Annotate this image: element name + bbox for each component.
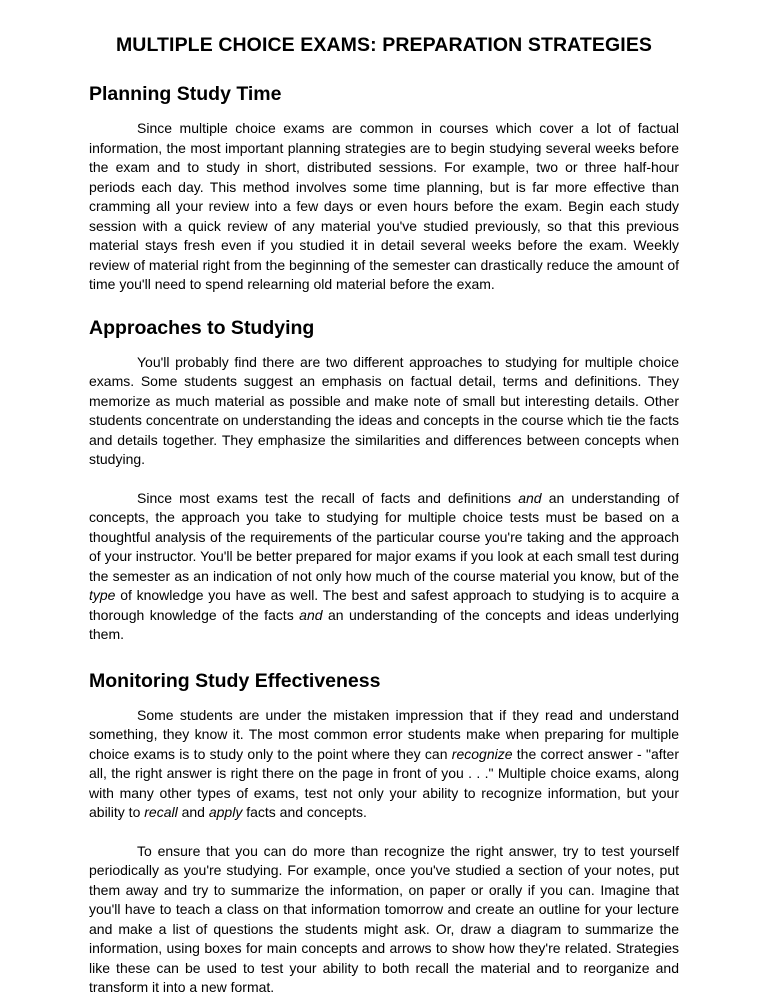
- document-title: MULTIPLE CHOICE EXAMS: PREPARATION STRATEGIES: [115, 34, 653, 56]
- text-run: an understanding of concepts, the approach you take to studying for multiple choice tests must be based on a thoughtful analysis of the requirements of the particular course you're taking and the approach of your instructor. You'll be better prepared for major exams if you look at each small test during the semester as an indication of not only how much of the course material you know, but of the: [89, 489, 679, 584]
- document-page: [89, 30, 679, 998]
- text-run: To ensure that you can do more than recognize the right answer, try to test yourself periodically as you're studying. For example, once you've studied a section of your notes, put them away and try to summarize the information, on paper or orally if you can. Imagine that you'll have to teach a class on that information tomorrow and create an outline for your lecture and make a list of questions the students might ask. Or, draw a diagram to summarize the information, using boxes for main concepts and arrows to show how they're related. Strategies like these can be used to test your ability to both recall the material and to reorganize and transform it into a new format.: [89, 842, 679, 995]
- text-run: You'll probably find there are two different approaches to studying for multiple choice exams. Some students suggest an emphasis on factual detail, terms and definitions. They memorize as much material as possible and make note of small but interesting details. Other students concentrate on understanding the ideas and concepts in the course which tie the facts and details together. They emphasize the similarities and differences between concepts when studying.: [89, 353, 679, 467]
- text-run: an understanding of the concepts and ideas underlying them.: [89, 606, 680, 642]
- text-run: Some students are under the mistaken impression that if they read and understand something, they know it. The most common error students make when preparing for multiple choice exams is to study only to the point where they can: [89, 706, 679, 762]
- section-heading-monitoring-study-effectiveness: Monitoring Study Effectiveness: [89, 669, 381, 692]
- section-heading-approaches-to-studying: Approaches to Studying: [89, 316, 315, 339]
- emphasis-text: apply: [208, 804, 243, 820]
- emphasis-text: and: [299, 606, 323, 623]
- emphasis-text: type: [89, 587, 116, 603]
- text-run: Since multiple choice exams are common in courses which cover a lot of factual information, the most important planning strategies are to begin studying several weeks before the exam and to study in short, distributed sessions. For example, two or three half-hour periods each day. This method involves some time planning, but is far more effective than cramming all your review into a few days or even hours before the exam. Begin each study session with a quick review of any material you've studied previously, so that this previous material stays fresh even if you studied it in detail several weeks before the exam. Weekly review of material right from the beginning of the semester can drastically reduce the amount of time you'll need to spend relearning old material before the exam.: [89, 120, 679, 292]
- section-heading-planning-study-time: Planning Study Time: [89, 83, 282, 105]
- paragraph-approaches-1: [89, 353, 679, 470]
- text-run: of knowledge you have as well. The best and safest approach to studying is to acquire a thorough knowledge of the facts: [89, 587, 679, 623]
- text-run: Since most exams test the recall of facts and definitions: [137, 489, 519, 506]
- text-run: the correct answer - "after all, the right answer is right there on the page in front of you . . ." Multiple choice exams, along with many other types of exams, test not only your ability to recognize information, but your ability to: [89, 745, 679, 820]
- text-run: and: [177, 804, 209, 820]
- emphasis-text: and: [518, 489, 542, 506]
- paragraph-planning-1: [89, 119, 679, 295]
- emphasis-text: recall: [144, 804, 178, 820]
- paragraph-monitoring-1: [89, 706, 679, 823]
- paragraph-monitoring-2: [89, 842, 679, 998]
- text-run: facts and concepts.: [242, 804, 367, 820]
- emphasis-text: recognize: [451, 745, 513, 762]
- paragraph-approaches-2: [89, 489, 679, 645]
